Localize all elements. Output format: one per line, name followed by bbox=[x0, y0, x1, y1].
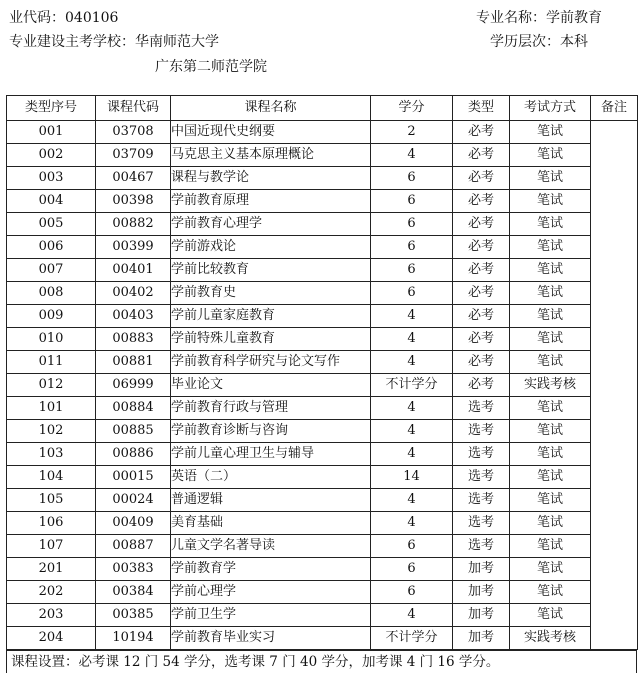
cell-seq: 204 bbox=[7, 627, 96, 650]
header-code: 课程代码 bbox=[96, 96, 171, 121]
cell-code: 00024 bbox=[96, 489, 171, 512]
cell-course-name: 学前特殊儿童教育 bbox=[171, 328, 371, 351]
cell-exam: 实践考核 bbox=[510, 627, 591, 650]
cell-code: 00409 bbox=[96, 512, 171, 535]
cell-credit: 4 bbox=[371, 397, 453, 420]
school-label: 专业建设主考学校：华南师范大学 bbox=[9, 34, 219, 50]
cell-credit: 6 bbox=[371, 259, 453, 282]
cell-exam: 笔试 bbox=[510, 144, 591, 167]
cell-course-name: 学前教育毕业实习 bbox=[171, 627, 371, 650]
cell-seq: 004 bbox=[7, 190, 96, 213]
cell-course-name: 学前儿童心理卫生与辅导 bbox=[171, 443, 371, 466]
cell-course-name: 学前教育行政与管理 bbox=[171, 397, 371, 420]
cell-exam: 笔试 bbox=[510, 190, 591, 213]
header-type: 类型 bbox=[453, 96, 510, 121]
cell-code: 00884 bbox=[96, 397, 171, 420]
cell-exam: 笔试 bbox=[510, 581, 591, 604]
cell-credit: 4 bbox=[371, 305, 453, 328]
cell-seq: 203 bbox=[7, 604, 96, 627]
cell-code: 03709 bbox=[96, 144, 171, 167]
cell-seq: 101 bbox=[7, 397, 96, 420]
cell-course-name: 英语（二） bbox=[171, 466, 371, 489]
cell-seq: 007 bbox=[7, 259, 96, 282]
table-header-row bbox=[7, 96, 638, 121]
cell-course-name: 学前心理学 bbox=[171, 581, 371, 604]
cell-course-name: 学前教育原理 bbox=[171, 190, 371, 213]
table-row bbox=[7, 627, 638, 650]
table-row bbox=[7, 512, 638, 535]
cell-credit: 6 bbox=[371, 167, 453, 190]
table-row bbox=[7, 167, 638, 190]
table-row bbox=[7, 558, 638, 581]
cell-credit: 2 bbox=[371, 121, 453, 144]
cell-code: 00882 bbox=[96, 213, 171, 236]
course-summary: 课程设置：必考课 12 门 54 学分，选考课 7 门 40 学分，加考课 4 门 16 学分。 bbox=[6, 650, 637, 673]
cell-seq: 011 bbox=[7, 351, 96, 374]
cell-type: 选考 bbox=[453, 443, 510, 466]
cell-code: 00881 bbox=[96, 351, 171, 374]
cell-credit: 4 bbox=[371, 420, 453, 443]
table-row bbox=[7, 121, 638, 144]
cell-type: 选考 bbox=[453, 420, 510, 443]
cell-type: 必考 bbox=[453, 351, 510, 374]
cell-type: 必考 bbox=[453, 213, 510, 236]
cell-code: 00399 bbox=[96, 236, 171, 259]
cell-code: 00402 bbox=[96, 282, 171, 305]
table-row bbox=[7, 489, 638, 512]
cell-code: 00887 bbox=[96, 535, 171, 558]
cell-seq: 005 bbox=[7, 213, 96, 236]
cell-note bbox=[591, 121, 638, 650]
cell-course-name: 学前教育史 bbox=[171, 282, 371, 305]
cell-code: 00385 bbox=[96, 604, 171, 627]
cell-seq: 106 bbox=[7, 512, 96, 535]
cell-course-name: 学前比较教育 bbox=[171, 259, 371, 282]
cell-code: 03708 bbox=[96, 121, 171, 144]
table-row bbox=[7, 535, 638, 558]
cell-course-name: 学前儿童家庭教育 bbox=[171, 305, 371, 328]
cell-credit: 不计学分 bbox=[371, 627, 453, 650]
cell-type: 必考 bbox=[453, 259, 510, 282]
cell-seq: 006 bbox=[7, 236, 96, 259]
cell-course-name: 中国近现代史纲要 bbox=[171, 121, 371, 144]
cell-credit: 不计学分 bbox=[371, 374, 453, 397]
cell-seq: 202 bbox=[7, 581, 96, 604]
cell-type: 必考 bbox=[453, 236, 510, 259]
table-row bbox=[7, 305, 638, 328]
cell-seq: 001 bbox=[7, 121, 96, 144]
cell-seq: 012 bbox=[7, 374, 96, 397]
table-row bbox=[7, 443, 638, 466]
cell-credit: 4 bbox=[371, 328, 453, 351]
education-level: 学历层次：本科 bbox=[490, 34, 588, 50]
cell-type: 加考 bbox=[453, 627, 510, 650]
second-school: 广东第二师范学院 bbox=[155, 59, 267, 75]
cell-course-name: 儿童文学名著导读 bbox=[171, 535, 371, 558]
cell-code: 00403 bbox=[96, 305, 171, 328]
cell-type: 选考 bbox=[453, 489, 510, 512]
cell-credit: 4 bbox=[371, 512, 453, 535]
cell-code: 00886 bbox=[96, 443, 171, 466]
cell-seq: 104 bbox=[7, 466, 96, 489]
cell-code: 10194 bbox=[96, 627, 171, 650]
cell-code: 00383 bbox=[96, 558, 171, 581]
cell-credit: 4 bbox=[371, 144, 453, 167]
cell-seq: 003 bbox=[7, 167, 96, 190]
course-table bbox=[6, 95, 638, 650]
cell-credit: 4 bbox=[371, 443, 453, 466]
cell-code: 00883 bbox=[96, 328, 171, 351]
cell-type: 必考 bbox=[453, 374, 510, 397]
cell-code: 00384 bbox=[96, 581, 171, 604]
cell-exam: 笔试 bbox=[510, 259, 591, 282]
cell-credit: 6 bbox=[371, 581, 453, 604]
table-row bbox=[7, 213, 638, 236]
cell-exam: 笔试 bbox=[510, 512, 591, 535]
cell-credit: 4 bbox=[371, 351, 453, 374]
cell-type: 加考 bbox=[453, 604, 510, 627]
cell-code: 00467 bbox=[96, 167, 171, 190]
table-row bbox=[7, 351, 638, 374]
cell-type: 选考 bbox=[453, 397, 510, 420]
header-seq: 类型序号 bbox=[7, 96, 96, 121]
cell-credit: 6 bbox=[371, 213, 453, 236]
cell-type: 加考 bbox=[453, 558, 510, 581]
cell-type: 选考 bbox=[453, 512, 510, 535]
major-code: 业代码：040106 bbox=[9, 10, 119, 26]
cell-exam: 笔试 bbox=[510, 489, 591, 512]
cell-course-name: 马克思主义基本原理概论 bbox=[171, 144, 371, 167]
cell-seq: 107 bbox=[7, 535, 96, 558]
cell-exam: 笔试 bbox=[510, 397, 591, 420]
cell-exam: 实践考核 bbox=[510, 374, 591, 397]
cell-credit: 6 bbox=[371, 190, 453, 213]
cell-credit: 4 bbox=[371, 489, 453, 512]
cell-credit: 6 bbox=[371, 558, 453, 581]
cell-seq: 105 bbox=[7, 489, 96, 512]
cell-course-name: 学前卫生学 bbox=[171, 604, 371, 627]
cell-course-name: 学前游戏论 bbox=[171, 236, 371, 259]
table-row bbox=[7, 328, 638, 351]
cell-exam: 笔试 bbox=[510, 420, 591, 443]
cell-course-name: 普通逻辑 bbox=[171, 489, 371, 512]
header-note: 备注 bbox=[591, 96, 638, 121]
cell-seq: 010 bbox=[7, 328, 96, 351]
table-row bbox=[7, 259, 638, 282]
cell-course-name: 学前教育科学研究与论文写作 bbox=[171, 351, 371, 374]
cell-code: 06999 bbox=[96, 374, 171, 397]
cell-seq: 009 bbox=[7, 305, 96, 328]
table-row bbox=[7, 466, 638, 489]
cell-type: 选考 bbox=[453, 535, 510, 558]
header-credit: 学分 bbox=[371, 96, 453, 121]
cell-course-name: 学前教育诊断与咨询 bbox=[171, 420, 371, 443]
table-row bbox=[7, 144, 638, 167]
cell-type: 必考 bbox=[453, 167, 510, 190]
header-name: 课程名称 bbox=[171, 96, 371, 121]
cell-exam: 笔试 bbox=[510, 213, 591, 236]
cell-exam: 笔试 bbox=[510, 328, 591, 351]
cell-course-name: 美育基础 bbox=[171, 512, 371, 535]
cell-exam: 笔试 bbox=[510, 443, 591, 466]
cell-course-name: 课程与教学论 bbox=[171, 167, 371, 190]
cell-exam: 笔试 bbox=[510, 351, 591, 374]
cell-seq: 201 bbox=[7, 558, 96, 581]
cell-seq: 102 bbox=[7, 420, 96, 443]
cell-type: 必考 bbox=[453, 121, 510, 144]
cell-seq: 008 bbox=[7, 282, 96, 305]
cell-code: 00015 bbox=[96, 466, 171, 489]
major-name: 专业名称：学前教育 bbox=[476, 10, 602, 26]
cell-exam: 笔试 bbox=[510, 535, 591, 558]
table-row bbox=[7, 374, 638, 397]
cell-type: 选考 bbox=[453, 466, 510, 489]
cell-code: 00885 bbox=[96, 420, 171, 443]
table-row bbox=[7, 282, 638, 305]
cell-type: 必考 bbox=[453, 328, 510, 351]
cell-course-name: 学前教育学 bbox=[171, 558, 371, 581]
cell-type: 必考 bbox=[453, 144, 510, 167]
table-row bbox=[7, 190, 638, 213]
cell-code: 00401 bbox=[96, 259, 171, 282]
table-row bbox=[7, 604, 638, 627]
table-row bbox=[7, 236, 638, 259]
cell-exam: 笔试 bbox=[510, 558, 591, 581]
cell-credit: 14 bbox=[371, 466, 453, 489]
cell-exam: 笔试 bbox=[510, 282, 591, 305]
cell-credit: 6 bbox=[371, 282, 453, 305]
cell-seq: 103 bbox=[7, 443, 96, 466]
table-row bbox=[7, 397, 638, 420]
cell-type: 必考 bbox=[453, 305, 510, 328]
cell-exam: 笔试 bbox=[510, 604, 591, 627]
cell-exam: 笔试 bbox=[510, 121, 591, 144]
cell-credit: 6 bbox=[371, 236, 453, 259]
table-row bbox=[7, 420, 638, 443]
cell-credit: 4 bbox=[371, 604, 453, 627]
table-row bbox=[7, 581, 638, 604]
header-exam: 考试方式 bbox=[510, 96, 591, 121]
cell-seq: 002 bbox=[7, 144, 96, 167]
cell-credit: 6 bbox=[371, 535, 453, 558]
cell-exam: 笔试 bbox=[510, 466, 591, 489]
cell-type: 必考 bbox=[453, 190, 510, 213]
cell-exam: 笔试 bbox=[510, 236, 591, 259]
cell-exam: 笔试 bbox=[510, 167, 591, 190]
cell-course-name: 学前教育心理学 bbox=[171, 213, 371, 236]
cell-code: 00398 bbox=[96, 190, 171, 213]
cell-exam: 笔试 bbox=[510, 305, 591, 328]
cell-type: 加考 bbox=[453, 581, 510, 604]
cell-course-name: 毕业论文 bbox=[171, 374, 371, 397]
cell-type: 必考 bbox=[453, 282, 510, 305]
